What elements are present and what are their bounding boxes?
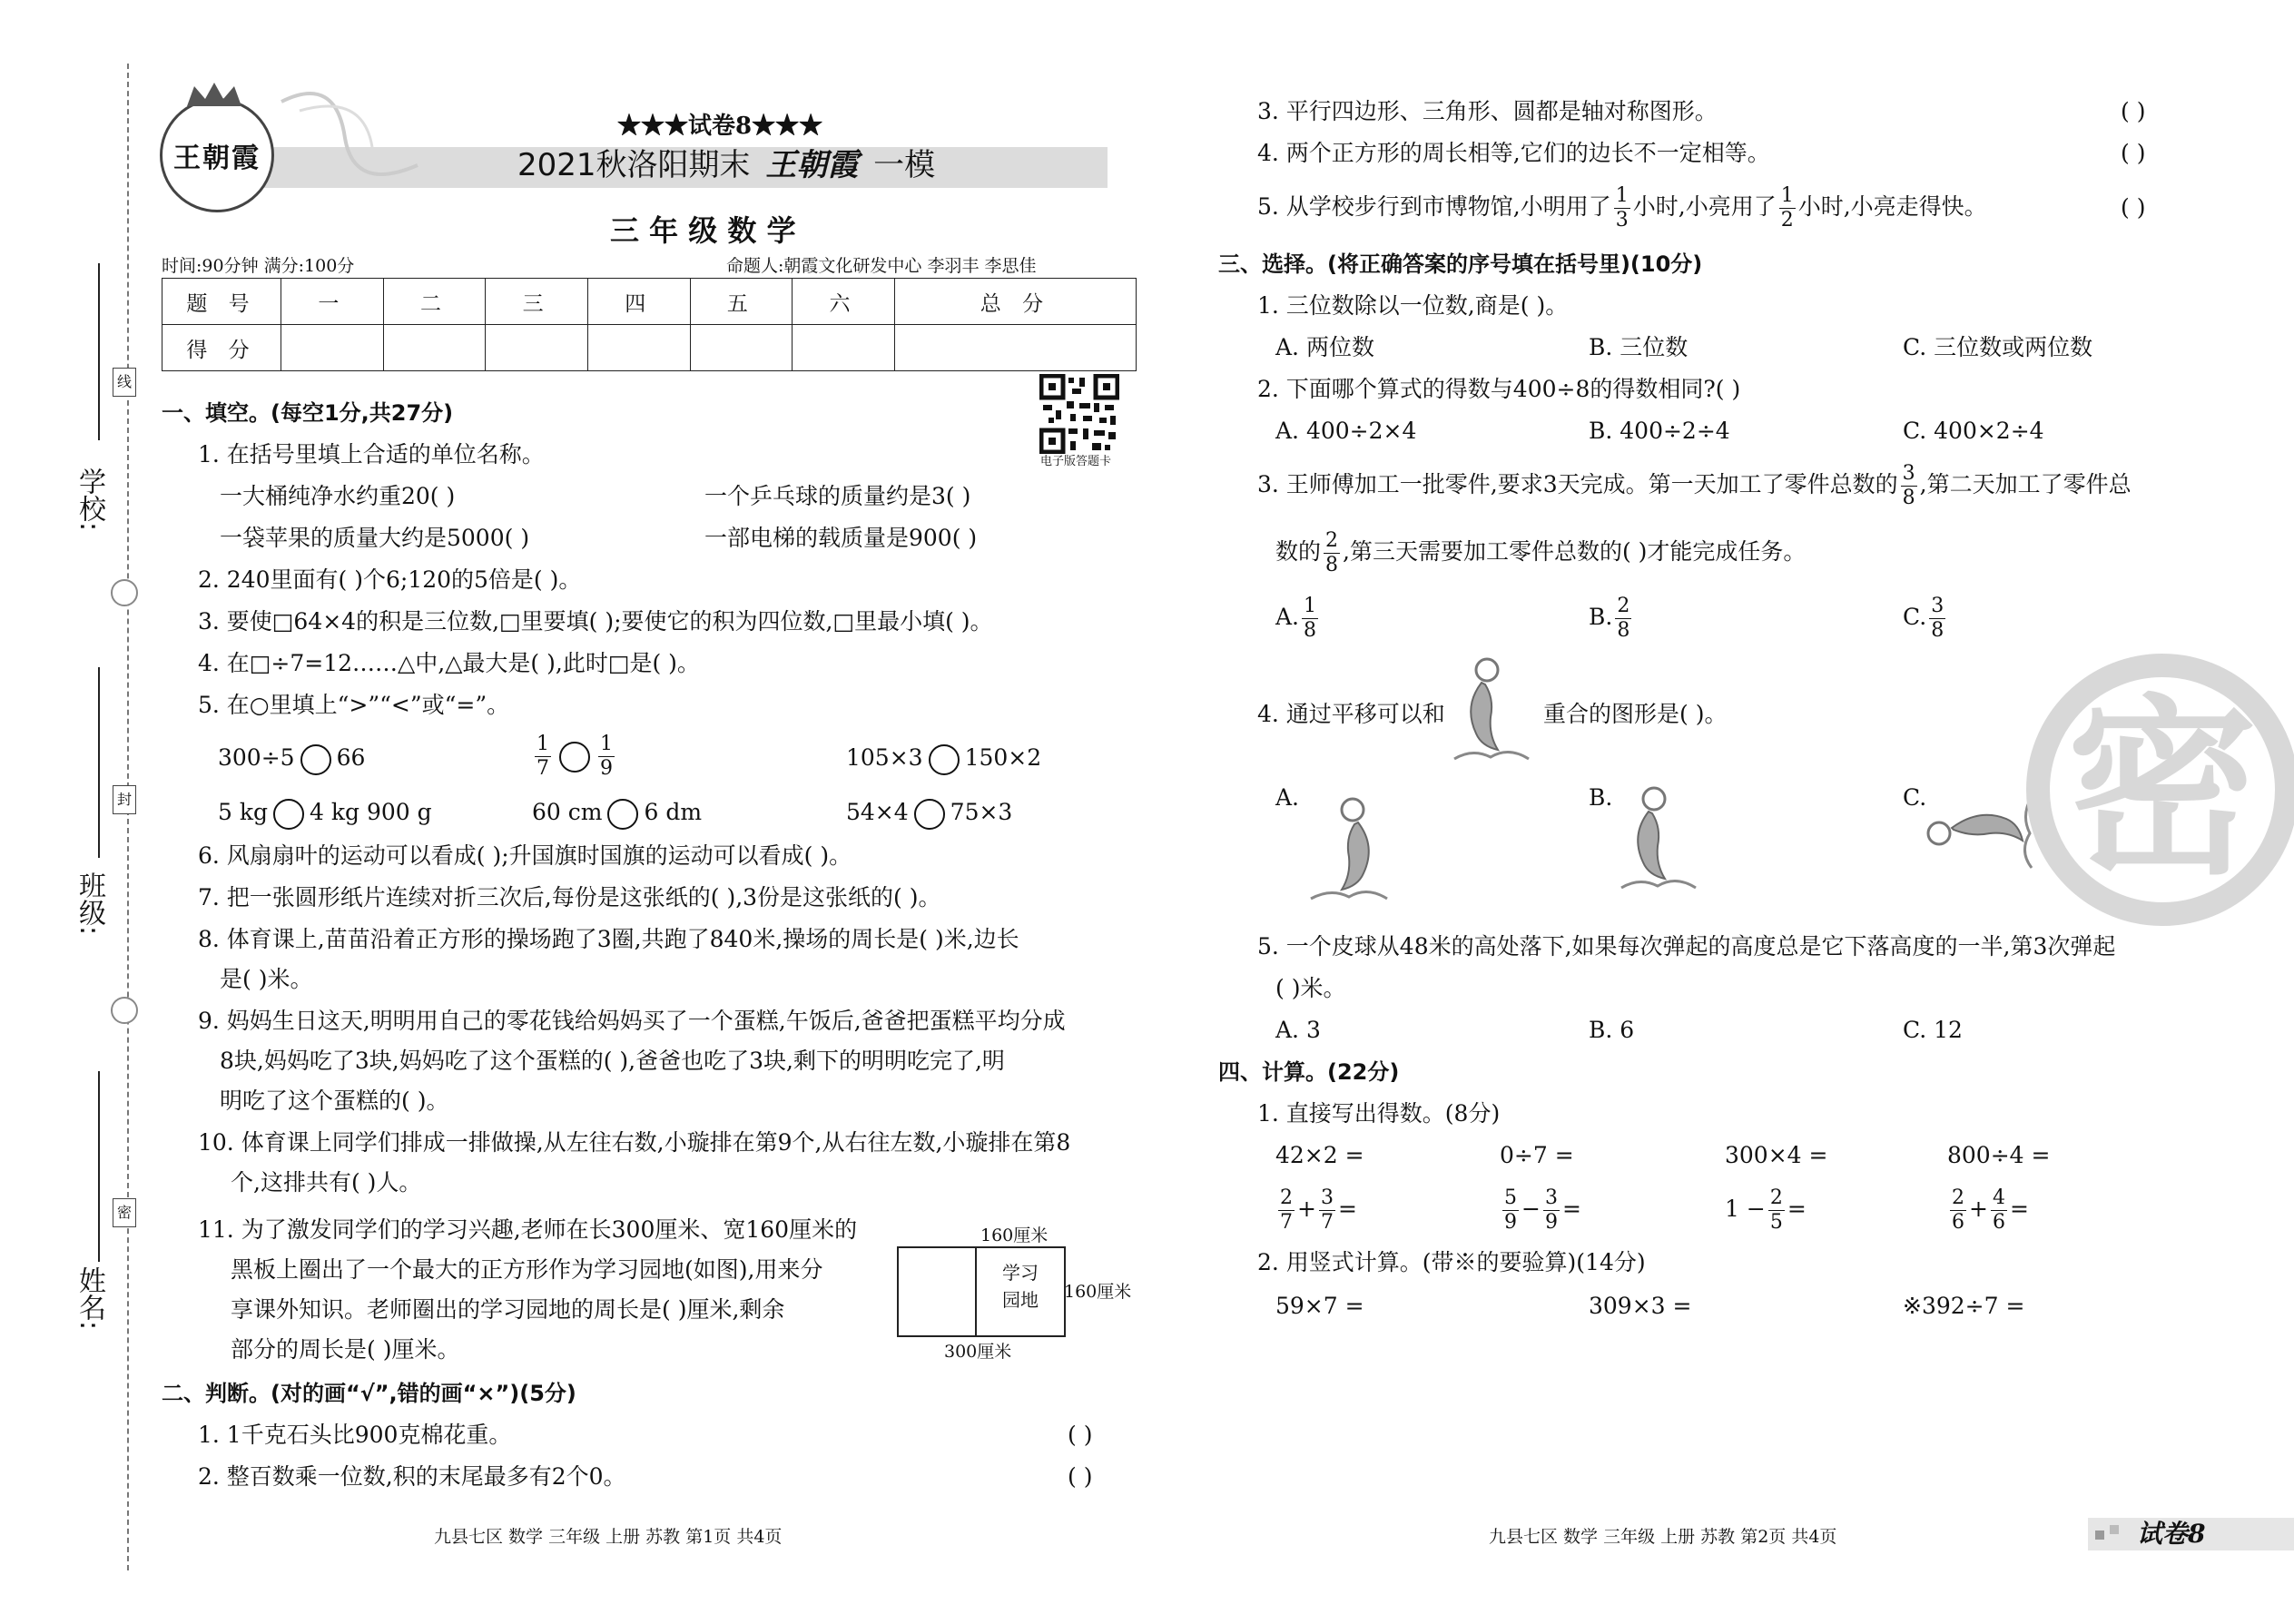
name-underline [98,1071,100,1262]
q3-part: 数的 [1275,538,1322,565]
compare-left: 300÷5 [218,744,295,771]
s3-q5-line1: 5. 一个皮球从48米的高处落下,如果每次弹起的高度总是它下落高度的一半,第3次弹起 [1257,933,2116,960]
s3-q1-b: B. 三位数 [1589,334,1689,360]
compare-right: 6 dm [644,799,703,825]
s3-q4-option-a: A. [1275,784,1300,811]
section3-title: 三、选择。(将正确答案的序号填在括号里)(10分) [1218,251,1703,277]
s3-q3-line2 [1275,525,1806,579]
numerator: 2 [1325,529,1339,552]
s1-q1a: 一大桶纯净水约重20( ) [220,483,456,509]
q3-part: ,第二天加工了零件总 [1919,471,2132,497]
numerator: 1 [600,733,613,755]
logo-text: 王朝霞 [173,143,261,174]
operand: 1 − [1725,1196,1766,1222]
score-header: 二 [383,279,486,325]
denominator: 7 [537,757,549,780]
score-table [162,278,1137,371]
compare-circle[interactable] [559,742,590,773]
subject-title: 三 年 级 数 学 [610,213,796,248]
s2-q4: 4. 两个正方形的周长相等,它们的边长不一定相等。 [1257,140,1770,166]
title-brand: 王朝霞 [765,147,859,183]
s3-q3-option-a [1275,590,1321,645]
study-area-line1: 学习 [1002,1262,1039,1284]
exam-time: 时间:90分钟 满分:100分 [162,256,355,276]
compare-item-6 [846,797,1012,830]
s1-q7: 7. 把一张圆形纸片连续对折三次后,每份是这张纸的( ),3份是这张纸的( )。 [198,884,941,910]
score-header: 六 [793,279,895,325]
score-header: 总 分 [894,279,1136,325]
s1-q6: 6. 风扇扇叶的运动可以看成( );升国旗时国旗的运动可以看成( )。 [198,842,852,869]
fraction [1502,1188,1519,1233]
s2-q2: 2. 整百数乘一位数,积的末尾最多有2个0。 [198,1463,626,1490]
binding-tag-line: 线 [113,368,136,397]
class-underline [98,667,100,858]
numerator: 4 [1992,1186,2005,1209]
s3-q1-c: C. 三位数或两位数 [1903,334,2093,360]
s3-q5-a: A. 3 [1275,1017,1321,1043]
section4-title: 四、计算。(22分) [1218,1059,1400,1085]
fraction [1615,596,1631,641]
vertical-calc-item: ※392÷7 = [1903,1293,2025,1319]
compare-left: 105×3 [846,744,923,771]
denominator: 6 [1952,1211,1964,1234]
study-area-line2: 园地 [1002,1289,1039,1311]
s1-q8a: 8. 体育课上,苗苗沿着正方形的操场跑了3圈,共跑了840米,操场的周长是( )米,边长 [198,926,1019,952]
s1-q1d: 一部电梯的载质量是900( ) [704,525,978,551]
calc-item: 800÷4 = [1947,1142,2051,1168]
s3-q3-option-c [1903,590,1948,645]
compare-right: 4 kg 900 g [310,799,432,825]
stamp-text: 密 [2066,678,2258,901]
s1-q3: 3. 要使□64×4的积是三位数,□里要填( );要使它的积为四位数,□里最小填( )。 [198,608,993,635]
binding-ring [111,997,138,1024]
numerator: 3 [1320,1186,1334,1209]
s3-q2-c: C. 400×2÷4 [1903,418,2044,444]
footer-badge [2088,1518,2294,1550]
s1-q1: 1. 在括号里填上合适的单位名称。 [198,441,545,468]
compare-circle[interactable] [914,799,945,830]
compare-circle[interactable] [607,799,638,830]
denominator: 6 [1992,1211,2005,1234]
score-cell[interactable] [486,325,588,371]
score-cell[interactable] [281,325,384,371]
q5-part: 小时,小亮走得快。 [1797,193,1987,220]
fraction [1319,1188,1335,1233]
compare-circle[interactable] [300,744,331,775]
s4-q1: 1. 直接写出得数。(8分) [1257,1100,1501,1127]
dolphin-option-a-icon [1304,792,1394,910]
s3-q4-option-c: C. [1903,784,1927,811]
score-header: 三 [486,279,588,325]
section1-title: 一、填空。(每空1分,共27分) [162,400,454,426]
calc-item: 300×4 = [1725,1142,1828,1168]
denominator: 2 [1780,209,1794,231]
fraction [1950,1188,1966,1233]
numerator: 3 [1902,462,1915,485]
s1-q11b: 黑板上圈出了一个最大的正方形作为学习园地(如图),用来分 [231,1256,823,1283]
fraction [1614,186,1630,231]
numerator: 1 [1780,184,1794,207]
denominator: 9 [1504,1211,1517,1234]
crown-icon [160,81,269,108]
s3-q2: 2. 下面哪个算式的得数与400÷8的得数相同?( ) [1257,376,1741,402]
compare-left: 60 cm [532,799,603,825]
calc-fraction-3 [1725,1182,1807,1236]
score-cell[interactable] [894,325,1136,371]
title-suffix: 一模 [873,147,936,183]
equals: = [1787,1196,1807,1222]
footer-left: 九县七区 数学 三年级 上册 苏教 第1页 共4页 [434,1527,783,1547]
vertical-calc-item: 309×3 = [1589,1293,1692,1319]
score-header: 一 [281,279,384,325]
binding-tag-secret: 密 [113,1198,136,1227]
q5-part: 小时,小亮用了 [1632,193,1777,220]
section2-title: 二、判断。(对的画“√”,错的画“×”)(5分) [162,1381,576,1406]
school-underline [98,263,100,440]
compare-item-2 [532,728,617,782]
compare-right: 66 [336,744,366,771]
s2-q3-paren[interactable]: ( ) [2121,98,2146,124]
name-label: 姓名: [74,1266,105,1331]
score-cell[interactable] [383,325,486,371]
s3-q2-a: A. 400÷2×4 [1275,418,1417,444]
paper-title [517,145,935,185]
fraction [1278,1188,1295,1233]
s3-q3-option-b [1589,590,1634,645]
equals: = [1561,1196,1581,1222]
compare-left: 5 kg [218,799,269,825]
compare-item-1 [218,743,365,775]
s1-q11d: 部分的周长是( )厘米。 [231,1336,460,1363]
equals: = [1337,1196,1357,1222]
blackboard-figure [897,1246,1066,1337]
s3-q4-option-b: B. [1589,784,1613,811]
s1-q2: 2. 240里面有( )个6;120的5倍是( )。 [198,566,582,593]
s2-q1-paren[interactable]: ( ) [1068,1422,1093,1448]
s1-q10b: 个,这排共有( )人。 [231,1169,422,1196]
badge-square [2095,1530,2104,1540]
fraction [1543,1188,1560,1233]
numerator: 5 [1504,1186,1517,1209]
denominator: 7 [1320,1211,1334,1234]
dolphin-icon [1445,652,1536,770]
s2-q5 [1257,180,1987,234]
fraction [1779,186,1796,231]
numerator: 2 [1617,595,1630,617]
s3-q5-line2: ( )米。 [1275,975,1346,1001]
s4-q2: 2. 用竖式计算。(带※的要验算)(14分) [1257,1249,1646,1275]
s3-q4-part1: 4. 通过平移可以和 [1257,701,1445,727]
footer-right: 九县七区 数学 三年级 上册 苏教 第2页 共4页 [1489,1527,1837,1547]
s1-q9a: 9. 妈妈生日这天,明明用自己的零花钱给妈妈买了一个蛋糕,午饭后,爸爸把蛋糕平均分成 [198,1008,1066,1034]
title-prefix: 2021秋洛阳期末 [517,147,751,183]
s1-q11c: 享课外知识。老师圈出的学习园地的周长是( )厘米,剩余 [231,1296,785,1323]
s1-q10a: 10. 体育课上同学们排成一排做操,从左往右数,小璇排在第9个,从右往左数,小璇排在第8 [198,1129,1071,1156]
fig-top-label: 160厘米 [980,1225,1049,1245]
compare-item-5 [532,797,702,830]
s3-q1-a: A. 两位数 [1275,334,1374,360]
exam-authors: 命题人:朝霞文化研发中心 李羽丰 李思佳 [726,256,1037,276]
binding-ring [111,579,138,606]
option-letter: A. [1275,604,1300,630]
badge-text: 试卷8 [2137,1519,2206,1549]
s1-q9c: 明吃了这个蛋糕的( )。 [220,1088,449,1114]
s3-q4-part2: 重合的图形是( )。 [1543,701,1728,727]
s1-q11a: 11. 为了激发同学们的学习兴趣,老师在长300厘米、宽160厘米的 [198,1216,858,1243]
s2-q1: 1. 1千克石头比900克棉花重。 [198,1422,512,1448]
s3-q5-c: C. 12 [1903,1017,1963,1043]
fraction [1324,531,1340,576]
numerator: 1 [1304,595,1317,617]
s1-q9b: 8块,妈妈吃了3块,妈妈吃了这个蛋糕的( ),爸爸也吃了3块,剩下的明明吃完了,明 [220,1048,1005,1074]
s2-q2-paren[interactable]: ( ) [1068,1463,1093,1490]
binding-dashed-line [127,64,129,1570]
s3-q3-line1 [1257,458,2132,512]
school-label: 学校: [74,468,105,532]
denominator: 7 [1280,1211,1293,1234]
fraction [1901,464,1917,508]
binding-tag-seal: 封 [113,785,136,814]
fraction [598,734,615,779]
numerator: 1 [1615,184,1629,207]
score-header-row [162,279,1137,325]
class-label: 班级: [74,871,105,936]
fraction [1991,1188,2007,1233]
fraction [1768,1188,1785,1233]
calc-item: 0÷7 = [1500,1142,1574,1168]
qr-caption: 电子版答题卡 [1040,455,1112,468]
s1-q5: 5. 在○里填上“>”“<”或“=”。 [198,692,510,718]
vertical-calc-item: 59×7 = [1275,1293,1364,1319]
dolphin-option-b-icon [1612,781,1703,899]
option-letter: C. [1903,604,1927,630]
study-area-label [977,1259,1064,1314]
s3-q1: 1. 三位数除以一位数,商是( )。 [1257,292,1569,319]
s1-q4: 4. 在□÷7=12……△中,△最大是( ),此时□是( )。 [198,650,700,676]
s1-q1b: 一个乒乓球的质量约是3( ) [704,483,971,509]
fraction [1302,596,1318,641]
calc-item: 42×2 = [1275,1142,1364,1168]
badge-square [2110,1525,2119,1534]
s1-q8b: 是( )米。 [220,966,313,992]
operator: + [1969,1196,1988,1222]
calc-fraction-2 [1500,1182,1581,1236]
numerator: 2 [1280,1186,1293,1209]
equals: = [2009,1196,2029,1222]
dolphin-option-c-icon [1925,788,2043,870]
denominator: 9 [600,757,613,780]
score-value-row [162,325,1137,371]
fraction [1929,596,1945,641]
denominator: 8 [1304,619,1317,642]
s2-q5-paren[interactable]: ( ) [2121,194,2146,221]
s3-q2-b: B. 400÷2÷4 [1589,418,1730,444]
score-cell[interactable] [587,325,690,371]
numerator: 1 [537,733,549,755]
calc-fraction-1 [1275,1182,1357,1236]
watermark-stamp [2026,654,2294,926]
denominator: 9 [1544,1211,1558,1234]
option-letter: B. [1589,604,1613,630]
paper-tag: ★★★试卷8★★★ [617,113,823,140]
score-header: 四 [587,279,690,325]
calc-fraction-4 [1947,1182,2029,1236]
q3-part: 3. 王师傅加工一批零件,要求3天完成。第一天加工了零件总数的 [1257,471,1898,497]
score-row-label: 得 分 [162,325,281,371]
score-cell[interactable] [690,325,793,371]
denominator: 8 [1931,619,1944,642]
numerator: 2 [1952,1186,1964,1209]
qr-code-icon [1039,374,1119,454]
score-cell[interactable] [793,325,895,371]
s2-q3: 3. 平行四边形、三角形、圆都是轴对称图形。 [1257,98,1718,124]
denominator: 8 [1617,619,1630,642]
numerator: 3 [1544,1186,1558,1209]
numerator: 2 [1769,1186,1783,1209]
denominator: 5 [1769,1211,1783,1234]
brand-logo [160,98,274,212]
compare-right: 150×2 [964,744,1042,771]
score-header: 五 [690,279,793,325]
denominator: 8 [1902,487,1915,509]
denominator: 8 [1325,554,1339,576]
numerator: 3 [1931,595,1944,617]
q5-part: 5. 从学校步行到市博物馆,小明用了 [1257,193,1611,220]
compare-circle[interactable] [273,799,304,830]
fig-right-label: 160厘米 [1064,1282,1132,1302]
compare-left: 54×4 [846,799,909,825]
fraction [535,734,551,779]
s1-q1c: 一袋苹果的质量大约是5000( ) [220,525,530,551]
compare-right: 75×3 [950,799,1013,825]
denominator: 3 [1615,209,1629,231]
compare-item-4 [218,797,432,830]
operator: + [1297,1196,1316,1222]
s3-q5-b: B. 6 [1589,1017,1635,1043]
compare-circle[interactable] [929,744,960,775]
s2-q4-paren[interactable]: ( ) [2121,140,2146,166]
score-header: 题 号 [162,279,281,325]
q3-part: ,第三天需要加工零件总数的( )才能完成任务。 [1343,538,1807,565]
operator: − [1521,1196,1541,1222]
compare-item-3 [846,743,1041,775]
fig-bottom-label: 300厘米 [944,1342,1012,1362]
